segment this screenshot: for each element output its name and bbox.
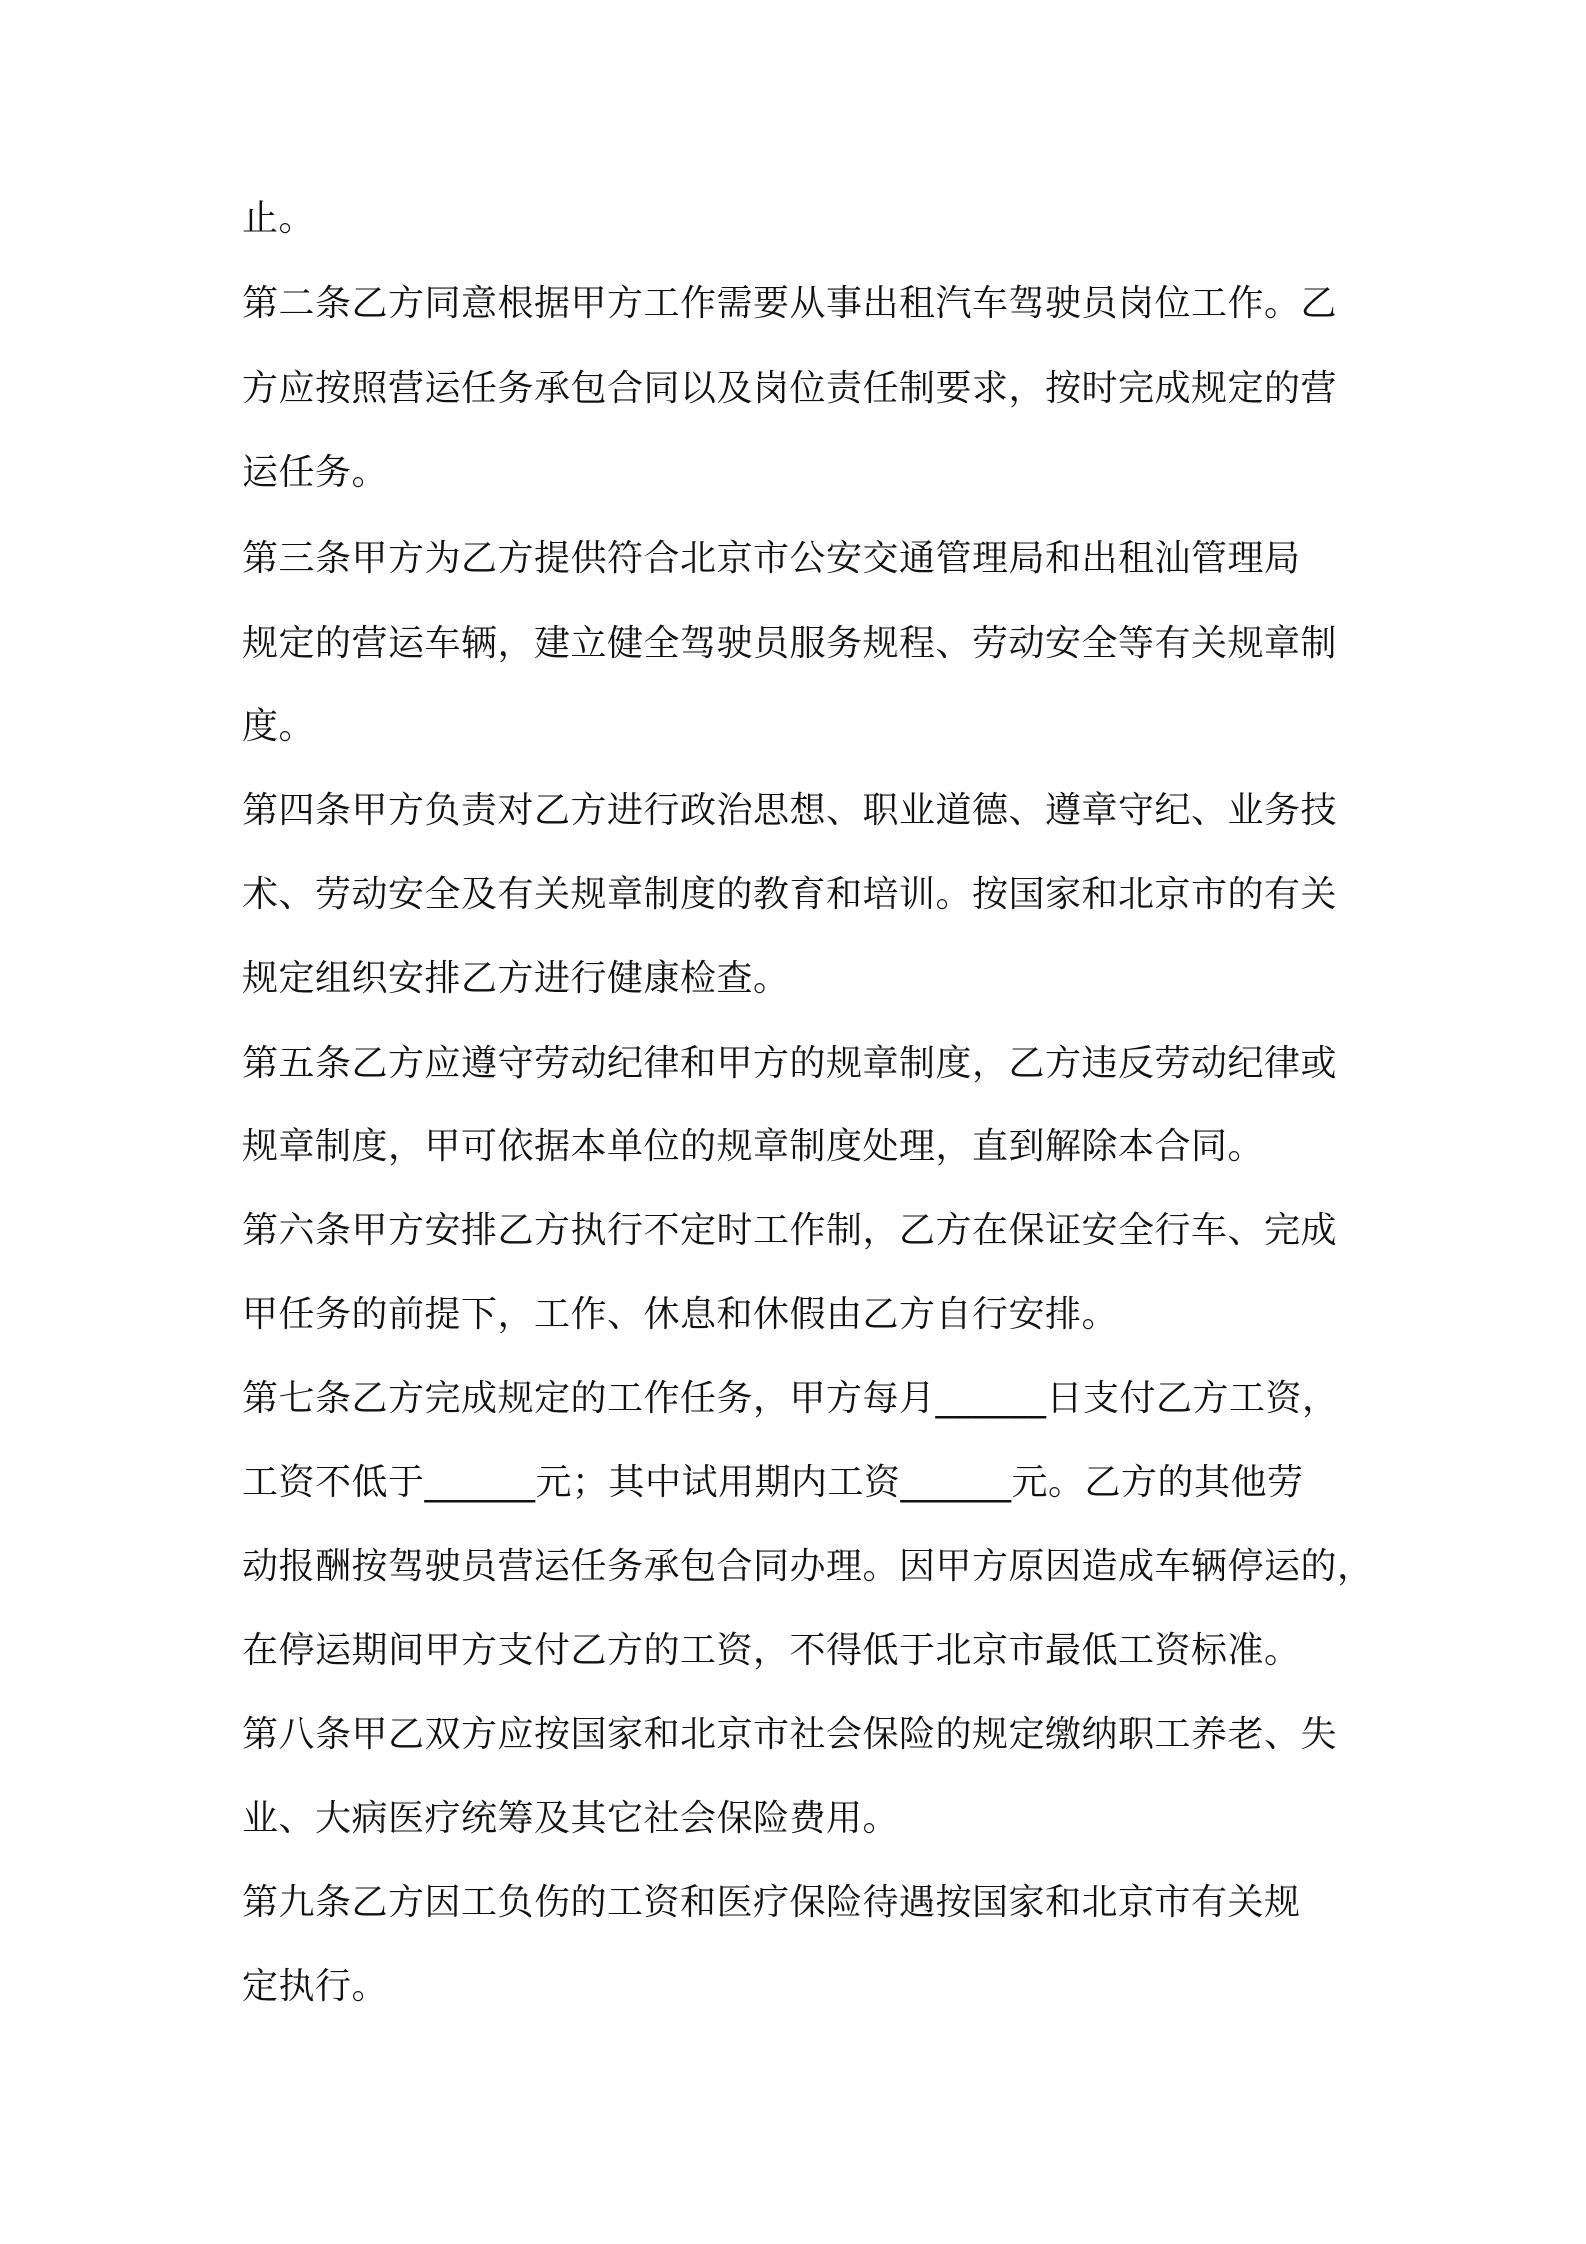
text-line: 第三条甲方为乙方提供符合北京市公安交通管理局和出租汕管理局 <box>242 538 1301 579</box>
text-line: 第五条乙方应遵守劳动纪律和甲方的规章制度，乙方违反劳动纪律或 <box>242 1043 1338 1084</box>
text-line: 止。 <box>242 198 316 239</box>
text-line: 度。 <box>242 706 316 747</box>
text-line: 第四条甲方负责对乙方进行政治思想、职业道德、遵章守纪、业务技 <box>242 790 1338 831</box>
text-line: 定执行。 <box>242 1966 389 2007</box>
text-line: 方应按照营运任务承包合同以及岗位责任制要求，按时完成规定的营 <box>242 368 1338 409</box>
text-line: 业、大病医疗统筹及其它社会保险费用。 <box>242 1798 900 1839</box>
text-line: 第八条甲乙双方应按国家和北京市社会保险的规定缴纳职工养老、失 <box>242 1714 1338 1755</box>
text-line: 规章制度，甲可依据本单位的规章制度处理，直到解除本合同。 <box>242 1126 1265 1167</box>
text-line: 动报酬按驾驶员营运任务承包合同办理。因甲方原因造成车辆停运的， <box>242 1546 1374 1587</box>
text-line: 第二条乙方同意根据甲方工作需要从事出租汽车驾驶员岗位工作。乙 <box>242 283 1338 324</box>
text-line: 术、劳动安全及有关规章制度的教育和培训。按国家和北京市的有关 <box>242 874 1338 915</box>
text-line: 规定的营运车辆，建立健全驾驶员服务规程、劳动安全等有关规章制 <box>242 623 1338 664</box>
text-line: 工资不低于______元；其中试用期内工资______元。乙方的其他劳 <box>242 1462 1304 1503</box>
text-line: 第九条乙方因工负伤的工资和医疗保险待遇按国家和北京市有关规 <box>242 1882 1301 1923</box>
text-line: 第六条甲方安排乙方执行不定时工作制，乙方在保证安全行车、完成 <box>242 1210 1338 1251</box>
text-line: 甲任务的前提下，工作、休息和休假由乙方自行安排。 <box>242 1294 1119 1335</box>
text-line: 第七条乙方完成规定的工作任务，甲方每月______日支付乙方工资， <box>242 1378 1339 1419</box>
text-line: 规定组织安排乙方进行健康检查。 <box>242 958 790 999</box>
text-line: 在停运期间甲方支付乙方的工资，不得低于北京市最低工资标准。 <box>242 1630 1301 1671</box>
text-line: 运任务。 <box>242 452 389 493</box>
